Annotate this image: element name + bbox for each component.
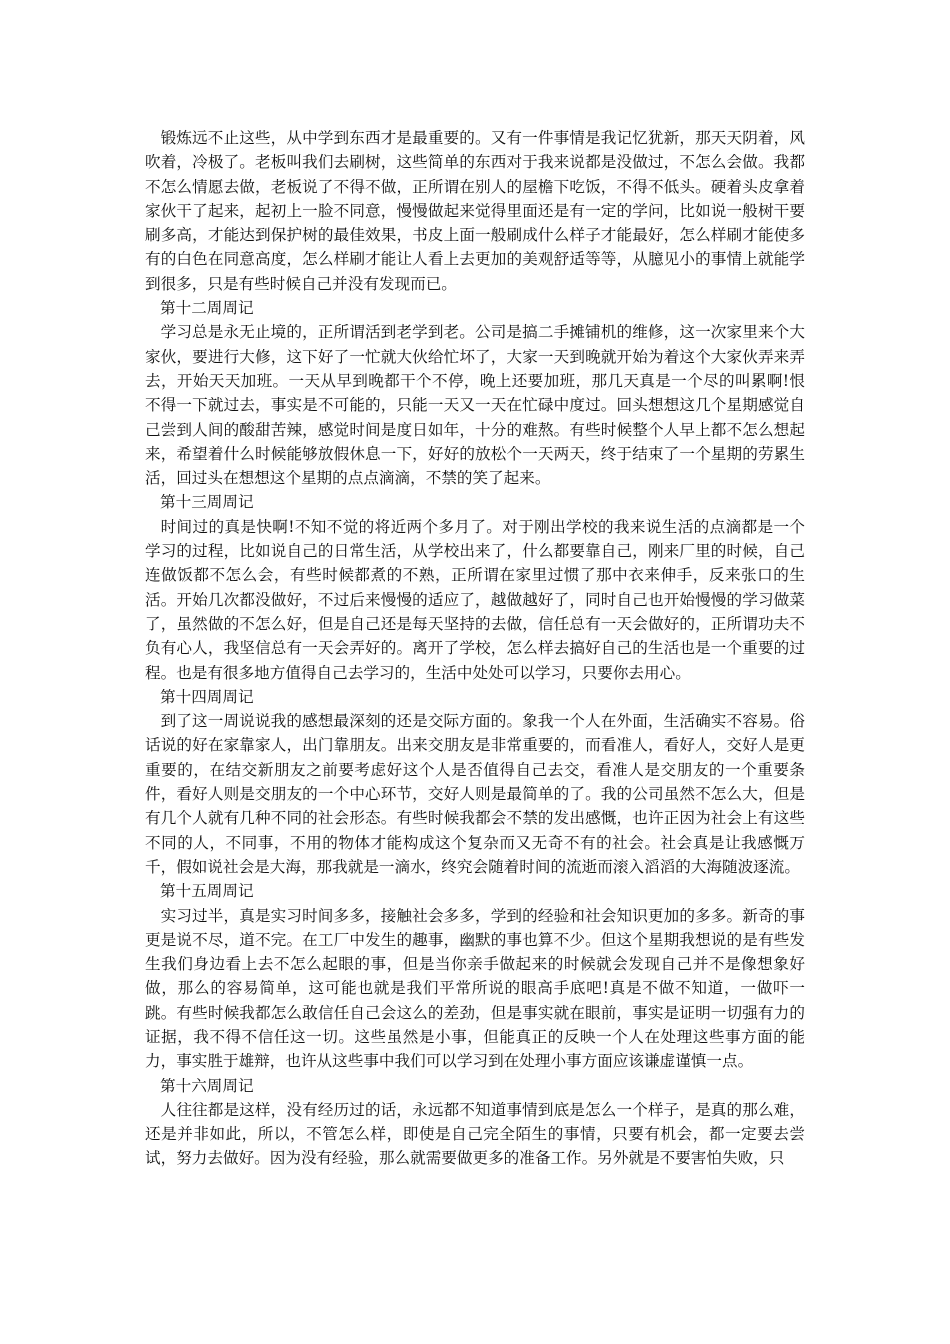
paragraph-week-16: 人往往都是这样，没有经历过的话，永远都不知道事情到底是怎么一个样子，是真的那么难，还是并非如此，所以，不管怎么样，即使是自己完全陌生的事情，只要有机会，都一定要去尝试，努力去做好。因为没有经验，那么就需要做更多的准备工作。另外就是不要害怕失败，只: [145, 1100, 805, 1168]
paragraph-week-12: 学习总是永无止境的，正所谓活到老学到老。公司是搞二手摊铺机的维修，这一次家里来个大家伙，要进行大修，这下好了一忙就大伙给忙坏了，大家一天到晚就开始为着这个大家伙弄来弄去，开始天天加班。一天从早到晚都干个不停，晚上还要加班，那几天真是一个尽的叫累啊!恨不得一下就过去，事实是不可能的，只能一天又一天在忙碌中度过。回头想想这几个星期感觉自己尝到人间的酸甜苦辣，感觉时间是度日如年，十分的难熬。有些时候整个人早上都不怎么想起来，希望着什么时候能够放假休息一下，好好的放松个一天两天，终于结束了一个星期的劳累生活，回过头在想想这个星期的点点滴滴，不禁的笑了起来。: [145, 323, 805, 488]
heading-week-15: 第十五周周记: [160, 882, 254, 901]
heading-week-13: 第十三周周记: [160, 493, 254, 512]
paragraph-week-15: 实习过半，真是实习时间多多，接触社会多多，学到的经验和社会知识更加的多多。新奇的事更是说不尽，道不完。在工厂中发生的趣事，幽默的事也算不少。但这个星期我想说的是有些发生我们身边看上去不怎么起眼的事，但是当你亲手做起来的时候就会发现自己并不是像想象好做，那么的容易简单，这可能也就是我们平常所说的眼高手底吧!真是不做不知道，一做吓一跳。有些时候我都怎么敢信任自己会这么的差劲，但是事实就在眼前，事实是证明一切强有力的证据，我不得不信任这一切。这些虽然是小事，但能真正的反映一个人在处理这些事方面的能力，事实胜于雄辩，也许从这些事中我们可以学习到在处理小事方面应该谦虚谨慎一点。: [145, 906, 805, 1071]
document-body: [145, 126, 805, 1171]
paragraph-intro: 锻炼远不止这些，从中学到东西才是最重要的。又有一件事情是我记忆犹新，那天天阴着，风吹着，冷极了。老板叫我们去刷树，这些简单的东西对于我来说都是没做过，不怎么会做。我都不怎么情愿去做，老板说了不得不做，正所谓在别人的屋檐下吃饭，不得不低头。硬着头皮拿着家伙干了起来，起初上一脸不同意，慢慢做起来觉得里面还是有一定的学问，比如说一般树干要刷多高，才能达到保护树的最佳效果，书皮上面一般刷成什么样子才能最好，怎么样刷才能使多有的白色在同意高度，怎么样刷才能让人看上去更加的美观舒适等等，从臆见小的事情上就能学到很多，只是有些时候自己并没有发现而已。: [145, 129, 805, 293]
heading-week-16: 第十六周周记: [160, 1076, 254, 1095]
paragraph-week-13: 时间过的真是快啊!不知不觉的将近两个多月了。对于刚出学校的我来说生活的点滴都是一个学习的过程，比如说自己的日常生活，从学校出来了，什么都要靠自己，刚来厂里的时候，自己连做饭都不怎么会，有些时候都煮的不熟，正所谓在家里过惯了那中衣来伸手，反来张口的生活。开始几次都没做好，不过后来慢慢的适应了，越做越好了，同时自己也开始慢慢的学习做菜了，虽然做的不怎么好，但是自己还是每天坚持的去做，信任总有一天会做好的，正所谓功夫不负有心人，我坚信总有一天会弄好的。离开了学校，怎么样去搞好自己的生活也是一个重要的过程。也是有很多地方值得自己去学习的，生活中处处可以学习，只要你去用心。: [145, 517, 805, 682]
paragraph-week-14: 到了这一周说说我的感想最深刻的还是交际方面的。象我一个人在外面，生活确实不容易。俗话说的好在家靠家人，出门靠朋友。出来交朋友是非常重要的，而看准人，看好人，交好人是更重要的，在结交新朋友之前要考虑好这个人是否值得自己去交，看准人是交朋友的一个重要条件，看好人则是交朋友的一个中心环节，交好人则是最简单的了。我的公司虽然不怎么大，但是有几个人就有几种不同的社会形态。有些时候我都会不禁的发出感慨，也许正因为社会上有这些不同的人，不同事，不用的物体才能构成这个复杂而又无奇不有的社会。社会真是让我感慨万千，假如说社会是大海，那我就是一滴水，终究会随着时间的流逝而滚入滔滔的大海随波逐流。: [145, 712, 805, 876]
heading-week-12: 第十二周周记: [160, 299, 254, 318]
heading-week-14: 第十四周周记: [160, 687, 254, 706]
